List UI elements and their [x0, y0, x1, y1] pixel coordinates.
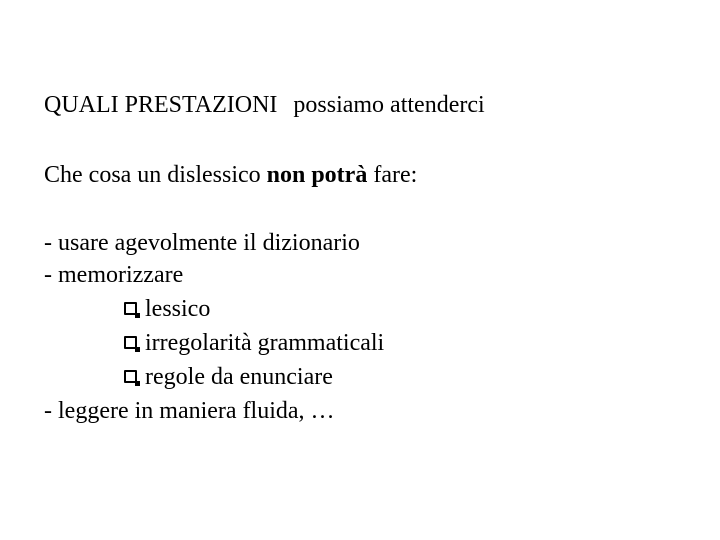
title-part-1: QUALI PRESTAZIONI	[44, 92, 278, 118]
sub-list-item-label: irregolarità grammaticali	[145, 330, 385, 356]
subtitle-before: Che cosa un dislessico	[44, 162, 267, 188]
subtitle-after: fare:	[367, 162, 418, 188]
sub-list-item-label: lessico	[145, 296, 211, 322]
list-item: - usare agevolmente il dizionario	[44, 230, 360, 256]
list-item: - leggere in maniera fluida, …	[44, 398, 335, 424]
slide-title	[44, 88, 485, 122]
square-checkbox-icon	[124, 370, 137, 383]
subtitle-bold: non potrà	[266, 162, 368, 188]
list-item: - memorizzare	[44, 262, 184, 288]
square-checkbox-icon	[124, 336, 137, 349]
sub-list-item	[124, 292, 210, 326]
sub-list-item	[124, 326, 384, 360]
title-part-2: possiamo attenderci	[293, 92, 485, 118]
sub-list-item	[124, 360, 333, 394]
sub-list-item-label: regole da enunciare	[145, 364, 333, 390]
slide-subtitle	[44, 158, 417, 192]
square-checkbox-icon	[124, 302, 137, 315]
